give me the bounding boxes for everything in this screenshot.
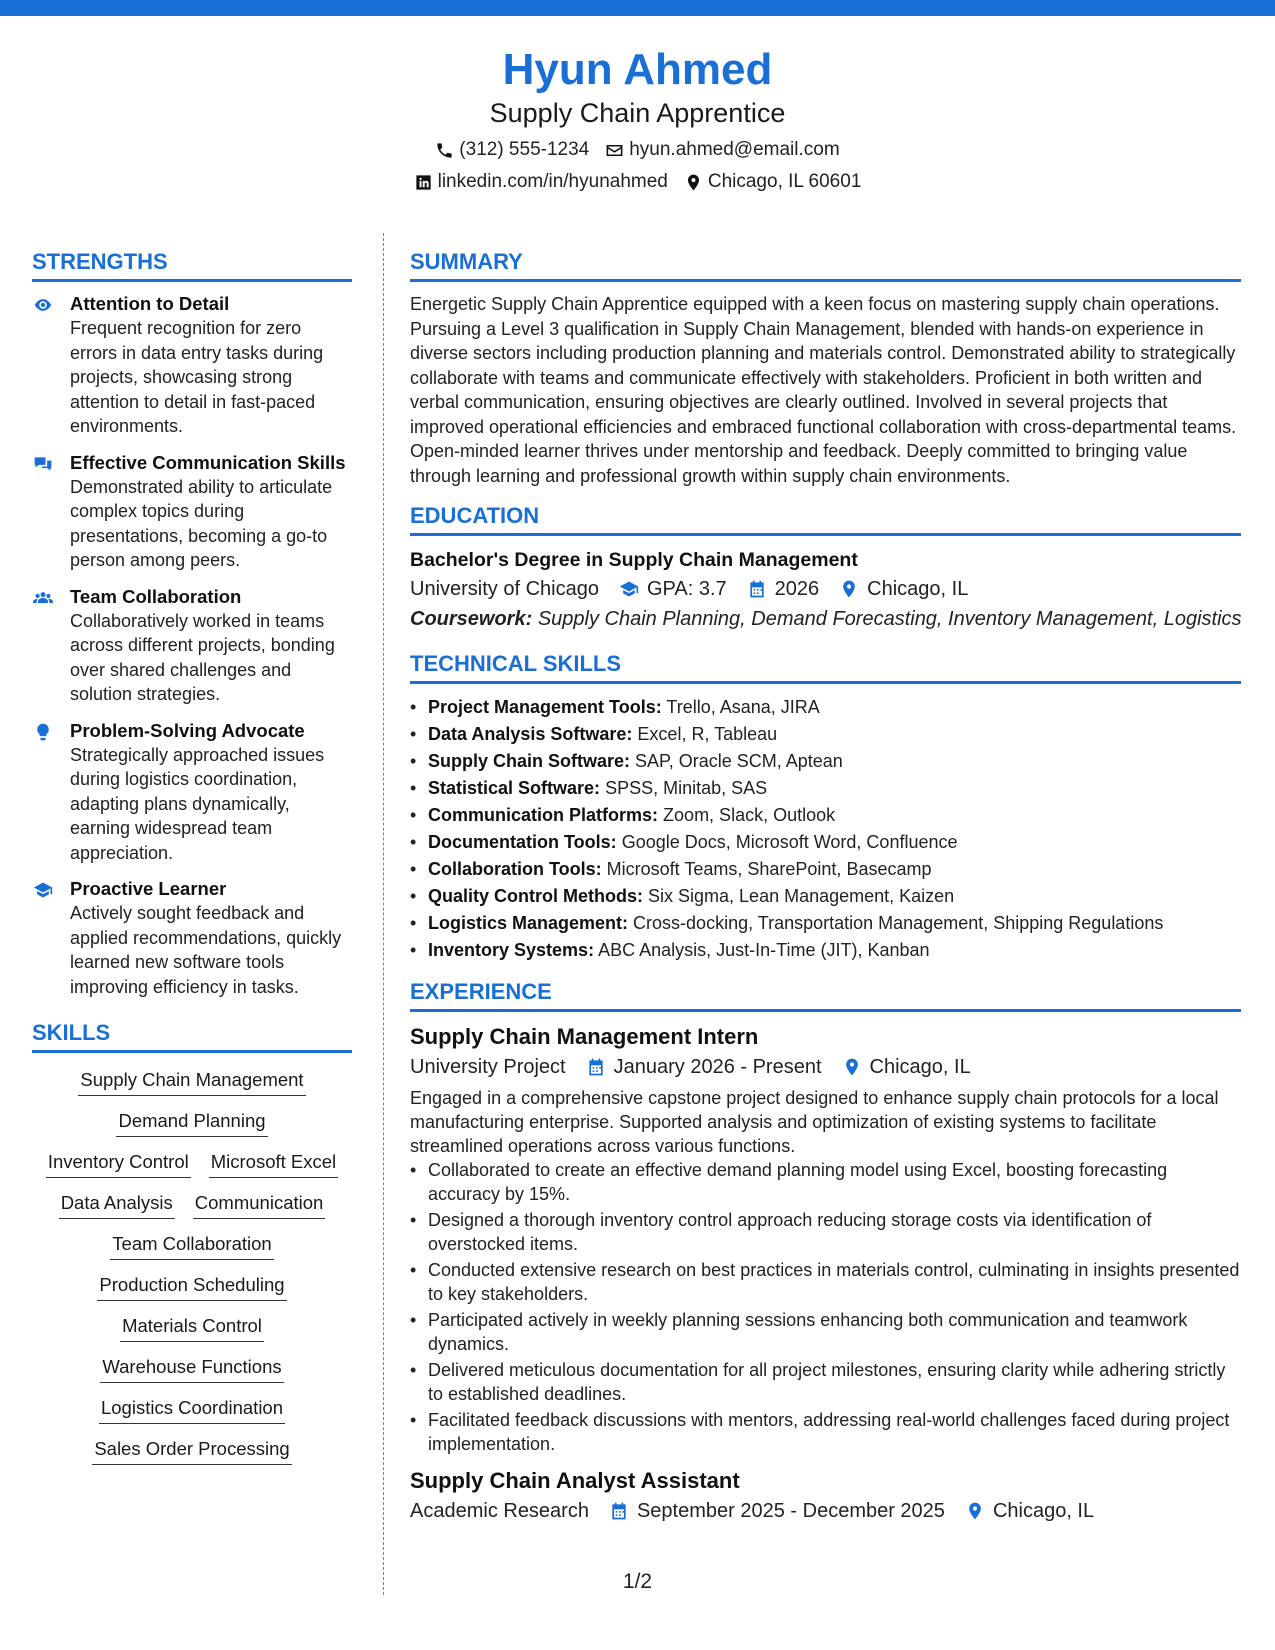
strength-description: Strategically approached issues during logistics coordination, adapting plans dynamically, earning widespread team appreciation. — [70, 744, 325, 863]
candidate-role: Supply Chain Apprentice — [489, 98, 786, 128]
technical-skill-item — [410, 748, 1241, 775]
technical-skill-value: Microsoft Teams, SharePoint, Basecamp — [606, 859, 932, 879]
location-contact — [684, 168, 862, 196]
technical-skill-label: Collaboration Tools: — [428, 859, 602, 879]
contact-row-2 — [0, 168, 1275, 196]
technical-skill-label: Project Management Tools: — [428, 697, 662, 717]
job-title: Supply Chain Analyst Assistant — [410, 1468, 740, 1493]
envelope-icon — [605, 141, 624, 160]
technical-skill-item — [410, 802, 1241, 829]
map-pin-icon — [684, 173, 703, 192]
technical-skill-label: Communication Platforms: — [428, 805, 659, 825]
job-bullets — [410, 1158, 1241, 1456]
job-organization: University Project — [410, 1056, 566, 1078]
linkedin-icon — [414, 173, 433, 192]
technical-skill-item — [410, 694, 1241, 721]
technical-skill-item — [410, 883, 1241, 910]
strength-item — [32, 585, 352, 707]
technical-skill-label: Logistics Management: — [428, 913, 629, 933]
technical-skill-item — [410, 910, 1241, 937]
skill-row — [32, 1272, 352, 1301]
strength-item — [32, 451, 352, 573]
technical-skill-value: Excel, R, Tableau — [637, 724, 778, 744]
skill-tag: Supply Chain Management — [78, 1067, 305, 1096]
strength-item — [32, 719, 352, 866]
education-location: Chicago, IL — [867, 578, 969, 600]
education-title: EDUCATION — [410, 502, 1241, 536]
job-bullet: • Delivered meticulous documentation for all project milestones, ensuring clarity while adhering strictly to established deadlines. — [410, 1358, 1241, 1406]
technical-skills-list — [410, 694, 1241, 964]
strength-body — [70, 719, 352, 866]
technical-skill-value: Trello, Asana, JIRA — [666, 697, 820, 717]
strengths-title: STRENGTHS — [32, 248, 352, 282]
job-bullet: • Facilitated feedback discussions with mentors, addressing real-world challenges faced during project implementation. — [410, 1408, 1241, 1456]
calendar-icon — [586, 1057, 606, 1077]
skill-tag: Inventory Control — [46, 1149, 191, 1178]
phone-icon — [435, 141, 454, 160]
phone-contact — [435, 136, 589, 164]
education-coursework — [410, 604, 1241, 634]
skills-title: SKILLS — [32, 1019, 352, 1053]
technical-skill-value: Zoom, Slack, Outlook — [663, 805, 836, 825]
comments-icon — [32, 454, 54, 474]
skill-row — [32, 1395, 352, 1424]
education-year: 2026 — [774, 578, 820, 600]
coursework-list: Supply Chain Planning, Demand Forecasting, Inventory Management, Logistics — [537, 608, 1242, 630]
strength-body — [70, 585, 352, 707]
calendar-icon — [609, 1501, 629, 1521]
skill-tag: Sales Order Processing — [92, 1436, 291, 1465]
strength-body — [70, 877, 352, 999]
skill-tag: Materials Control — [120, 1313, 264, 1342]
job-dates: January 2026 - Present — [613, 1056, 822, 1078]
technical-skill-value: SAP, Oracle SCM, Aptean — [635, 751, 843, 771]
page-number: 1/2 — [622, 1570, 653, 1593]
skill-tag: Warehouse Functions — [100, 1354, 283, 1383]
strength-icon-wrap — [32, 719, 58, 866]
experience-title: EXPERIENCE — [410, 978, 1241, 1012]
map-pin-icon — [839, 579, 859, 599]
job-bullet: • Collaborated to create an effective demand planning model using Excel, boosting forecasting accuracy by 15%. — [410, 1158, 1241, 1206]
job-location: Chicago, IL — [869, 1056, 971, 1078]
job-organization: Academic Research — [410, 1500, 589, 1522]
strength-body — [70, 451, 352, 573]
column-divider — [383, 233, 384, 1595]
technical-skill-label: Documentation Tools: — [428, 832, 617, 852]
strength-title: Effective Communication Skills — [70, 451, 346, 473]
contact-row-1 — [0, 136, 1275, 164]
technical-skill-label: Data Analysis Software: — [428, 724, 633, 744]
strength-icon-wrap — [32, 451, 58, 573]
education-school: University of Chicago — [410, 578, 599, 600]
education-meta — [410, 574, 1241, 604]
strength-item — [32, 292, 352, 439]
skill-row — [32, 1108, 352, 1137]
technical-skill-item — [410, 829, 1241, 856]
skill-row — [32, 1354, 352, 1383]
strength-icon-wrap — [32, 585, 58, 707]
technical-skill-label: Quality Control Methods: — [428, 886, 643, 906]
job-location: Chicago, IL — [992, 1500, 1095, 1522]
job-bullet: • Participated actively in weekly planning sessions enhancing both communication and teamwork dynamics. — [410, 1308, 1241, 1356]
job-dates: September 2025 - December 2025 — [636, 1500, 945, 1522]
job-description: Engaged in a comprehensive capstone project designed to enhance supply chain protocols for a local manufacturing enterprise. Supported analysis and optimization of existing systems to facilitate streamlined operations across various functions. — [410, 1088, 1219, 1156]
skill-row — [32, 1436, 352, 1465]
linkedin-contact[interactable] — [414, 168, 668, 196]
experience-item — [410, 1022, 1241, 1456]
education-degree: Bachelor's Degree in Supply Chain Management — [410, 549, 858, 571]
linkedin-text: linkedin.com/in/hyunahmed — [437, 171, 668, 192]
strength-item — [32, 877, 352, 999]
candidate-name: Hyun Ahmed — [502, 45, 773, 94]
education-gpa: GPA: 3.7 — [646, 578, 727, 600]
technical-skill-value: Cross-docking, Transportation Management, Shipping Regulations — [633, 913, 1164, 933]
strength-description: Actively sought feedback and applied recommendations, quickly learned new software tools improving efficiency in tasks. — [70, 903, 342, 997]
skill-row — [32, 1190, 352, 1219]
map-pin-icon — [842, 1057, 862, 1077]
strength-body — [70, 292, 352, 439]
job-bullet: • Designed a thorough inventory control approach reducing storage costs via identification of overstocked items. — [410, 1208, 1241, 1256]
top-accent-bar — [0, 0, 1275, 16]
strength-title: Problem-Solving Advocate — [70, 719, 305, 741]
skill-tag: Logistics Coordination — [99, 1395, 285, 1424]
skill-row — [32, 1149, 352, 1178]
lightbulb-icon — [32, 722, 54, 742]
technical-skills-title: TECHNICAL SKILLS — [410, 650, 1241, 684]
strength-description: Collaboratively worked in teams across different projects, bonding over shared challenges and solution strategies. — [70, 610, 335, 704]
skill-row — [32, 1313, 352, 1342]
summary-title: SUMMARY — [410, 248, 1241, 282]
skill-tag: Data Analysis — [59, 1190, 175, 1219]
technical-skill-value: Six Sigma, Lean Management, Kaizen — [648, 886, 955, 906]
left-column — [32, 248, 352, 1465]
strength-description: Frequent recognition for zero errors in data entry tasks during projects, showcasing strong attention to detail in fast-paced environments. — [70, 318, 324, 436]
skill-tag: Demand Planning — [116, 1108, 267, 1137]
skills-list — [32, 1063, 352, 1465]
strength-title: Proactive Learner — [70, 878, 227, 899]
resume-header — [0, 44, 1275, 196]
technical-skill-label: Statistical Software: — [428, 778, 601, 798]
skill-tag: Microsoft Excel — [209, 1149, 338, 1178]
technical-skill-value: SPSS, Minitab, SAS — [605, 778, 768, 798]
eye-icon — [32, 295, 54, 315]
technical-skill-item — [410, 856, 1241, 883]
technical-skill-item — [410, 937, 1241, 964]
strength-title: Attention to Detail — [70, 293, 230, 314]
job-title: Supply Chain Management Intern — [410, 1024, 759, 1049]
technical-skill-label: Inventory Systems: — [428, 940, 595, 960]
phone-text: (312) 555-1234 — [459, 139, 590, 160]
skill-tag: Production Scheduling — [97, 1272, 286, 1301]
summary-text: Energetic Supply Chain Apprentice equipped with a keen focus on mastering supply chain operations. Pursuing a Level 3 qualification in Supply Chain Management, blended with hands-on experience in diverse sectors including production planning and materials control. Demonstrated ability to strategically collaborate with teams and communicate effectively with stakeholders. Proficient in both written and verbal communication, ensuring objectives are clearly outlined. Involved in several projects that improved operational efficiencies and embraced functional collaboration with cross-departmental teams. Open-minded learner thrives under mentorship and feedback. Deeply committed to bringing value through learning and professional growth within supply chain environments. — [410, 294, 1237, 486]
calendar-icon — [747, 579, 767, 599]
job-meta — [410, 1052, 1241, 1082]
skill-tag: Team Collaboration — [110, 1231, 273, 1260]
users-icon — [32, 588, 54, 608]
technical-skill-item — [410, 775, 1241, 802]
right-column — [410, 248, 1241, 1526]
coursework-label: Coursework: — [410, 608, 533, 630]
strength-icon-wrap — [32, 877, 58, 999]
experience-list — [410, 1022, 1241, 1526]
experience-item — [410, 1466, 1241, 1526]
job-bullet: • Conducted extensive research on best practices in materials control, culminating in insights presented to key stakeholders. — [410, 1258, 1241, 1306]
skill-row — [32, 1231, 352, 1260]
strength-icon-wrap — [32, 292, 58, 439]
skill-row — [32, 1067, 352, 1096]
map-pin-icon — [965, 1501, 985, 1521]
graduation-cap-icon — [32, 880, 54, 900]
technical-skill-label: Supply Chain Software: — [428, 751, 631, 771]
strength-title: Team Collaboration — [70, 585, 242, 607]
graduation-cap-icon — [619, 579, 639, 599]
technical-skill-value: Google Docs, Microsoft Word, Confluence — [621, 832, 958, 852]
strength-description: Demonstrated ability to articulate complex topics during presentations, becoming a go-to person among peers. — [70, 476, 333, 570]
technical-skill-value: ABC Analysis, Just-In-Time (JIT), Kanban — [598, 940, 930, 960]
email-text: hyun.ahmed@email.com — [629, 139, 840, 160]
email-contact[interactable] — [605, 136, 839, 164]
location-text: Chicago, IL 60601 — [707, 171, 862, 192]
job-meta — [410, 1496, 1241, 1526]
skill-tag: Communication — [193, 1190, 326, 1219]
technical-skill-item — [410, 721, 1241, 748]
strengths-list — [32, 292, 352, 999]
